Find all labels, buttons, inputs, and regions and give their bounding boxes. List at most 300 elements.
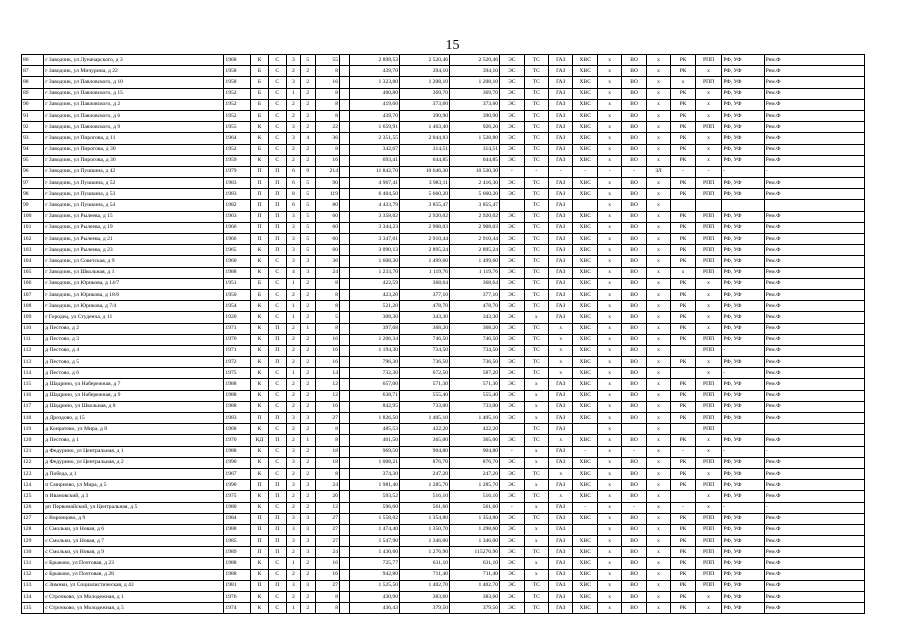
cell-heating: ТС: [524, 234, 548, 245]
cell-blank: [340, 200, 350, 211]
cell-address: с Смольки, ул Новая, д 6: [44, 524, 224, 535]
cell-address: г Заводчик, ул Юрикова, д 7/4: [44, 301, 224, 312]
cell-apartments: 60: [315, 222, 339, 233]
cell-row-number: 92: [22, 122, 44, 133]
cell-foundation-repair: РФ, УФ: [722, 312, 764, 323]
cell-sewerage: ВО: [622, 267, 646, 278]
cell-wall-material: Б: [251, 88, 269, 99]
cell-hot-water: х: [597, 99, 621, 110]
cell-residential-area: 422,20: [450, 424, 500, 435]
cell-address: п Смирново, ул Мира, д 5: [44, 480, 224, 491]
cell-heating: ТС: [524, 357, 548, 368]
cell-foundation-repair: РФ, УФ: [722, 603, 764, 614]
cell-repair-fund: Рем.Ф: [764, 189, 864, 200]
cell-entrances: 2: [286, 66, 300, 77]
cell-total-area: 1 194,30: [350, 345, 400, 356]
cell-apartments: 90: [315, 178, 339, 189]
cell-living-area: 369,70: [400, 88, 450, 99]
cell-hot-water: х: [597, 122, 621, 133]
cell-total-area: 3 344,23: [350, 222, 400, 233]
cell-blank: [340, 569, 350, 580]
cell-heating: ТС: [524, 301, 548, 312]
cell-heating: ТС: [524, 256, 548, 267]
cell-floors: 3: [301, 580, 315, 591]
cell-roof-repair: РК: [671, 99, 695, 110]
cell-blank: [340, 401, 350, 412]
cell-hot-water: х: [597, 357, 621, 368]
cell-cold-water: ХВС: [573, 547, 597, 558]
cell-living-area: 314,51: [400, 144, 450, 155]
cell-foundation-repair: РФ, УФ: [722, 513, 764, 524]
cell-series: С: [268, 502, 286, 513]
cell-address: с Брыково, ул Почтовая, д 28: [44, 569, 224, 580]
cell-foundation-repair: РФ, УФ: [722, 133, 764, 144]
cell-year-built: 1951: [224, 278, 251, 289]
cell-wall-material: К: [251, 379, 269, 390]
cell-series: П: [268, 580, 286, 591]
cell-heating: х: [524, 569, 548, 580]
cell-cold-water: ХВС: [573, 110, 597, 121]
cell-address: г Заводчик, ул Пушкина, д 54: [44, 200, 224, 211]
cell-heating: ТС: [524, 77, 548, 88]
cell-living-area: 5 660,20: [400, 189, 450, 200]
cell-sewerage: ВО: [622, 379, 646, 390]
cell-gas: х: [549, 368, 573, 379]
cell-garbage-chute: х: [646, 55, 670, 66]
cell-foundation-repair: РФ, УФ: [722, 155, 764, 166]
cell-façade-repair: х: [695, 278, 722, 289]
cell-garbage-chute: х: [646, 88, 670, 99]
cell-cold-water: ХВС: [573, 144, 597, 155]
cell-hot-water: х: [597, 55, 621, 66]
cell-apartments: 27: [315, 513, 339, 524]
cell-hot-water: х: [597, 592, 621, 603]
table-row: [22, 289, 865, 300]
cell-gas: ГАЗ: [549, 558, 573, 569]
cell-row-number: 86: [22, 55, 44, 66]
cell-living-area: 365,00: [400, 435, 450, 446]
cell-row-number: 126: [22, 502, 44, 513]
cell-repair-fund: Рем.Ф: [764, 278, 864, 289]
cell-entrances: 6: [286, 166, 300, 177]
table-row: [22, 446, 865, 457]
cell-residential-area: 1 405,10: [450, 413, 500, 424]
cell-entrances: 2: [286, 155, 300, 166]
cell-series: П: [268, 334, 286, 345]
cell-gas: ГАЗ: [549, 401, 573, 412]
cell-garbage-chute: х: [646, 334, 670, 345]
cell-garbage-chute: х: [646, 267, 670, 278]
cell-electricity: ЭС: [500, 122, 524, 133]
cell-residential-area: 733,00: [450, 401, 500, 412]
cell-gas: ГАЗ: [549, 603, 573, 614]
cell-residential-area: 1 346,00: [450, 536, 500, 547]
table-row: [22, 457, 865, 468]
cell-series: С: [268, 558, 286, 569]
cell-blank: [340, 368, 350, 379]
cell-wall-material: К: [251, 245, 269, 256]
cell-address: д Пестово, д 1: [44, 435, 224, 446]
cell-foundation-repair: РФ, УФ: [722, 66, 764, 77]
cell-sewerage: ВО: [622, 368, 646, 379]
cell-electricity: ЭС: [500, 178, 524, 189]
cell-heating: ТС: [524, 491, 548, 502]
cell-sewerage: ВО: [622, 77, 646, 88]
cell-gas: ГАЗ: [549, 222, 573, 233]
cell-cold-water: ХВС: [573, 211, 597, 222]
cell-floors: 2: [301, 401, 315, 412]
cell-series: С: [268, 424, 286, 435]
cell-electricity: ЭС: [500, 189, 524, 200]
cell-residential-area: 2 895,24: [450, 245, 500, 256]
cell-hot-water: х: [597, 222, 621, 233]
cell-residential-area: 904,80: [450, 446, 500, 457]
cell-gas: -: [549, 166, 573, 177]
cell-blank: [340, 99, 350, 110]
cell-living-area: 1 499,60: [400, 256, 450, 267]
cell-floors: 2: [301, 603, 315, 614]
cell-series: П: [268, 536, 286, 547]
cell-series: С: [268, 99, 286, 110]
cell-electricity: ЭС: [500, 66, 524, 77]
cell-living-area: 1 350,70: [400, 524, 450, 535]
cell-garbage-chute: х: [646, 603, 670, 614]
cell-series: П: [268, 234, 286, 245]
cell-cold-water: ХВС: [573, 457, 597, 468]
cell-living-area: 2 908,03: [400, 222, 450, 233]
cell-total-area: 1 430,60: [350, 547, 400, 558]
cell-roof-repair: -: [671, 446, 695, 457]
cell-year-built: 1988: [224, 390, 251, 401]
cell-row-number: 132: [22, 569, 44, 580]
cell-entrances: 2: [286, 401, 300, 412]
cell-address: г Заводчик, ул Школьная, д 1: [44, 267, 224, 278]
cell-sewerage: ВО: [622, 468, 646, 479]
cell-cold-water: ХВС: [573, 345, 597, 356]
cell-gas: х: [549, 357, 573, 368]
page-number: 15: [445, 38, 460, 53]
cell-façade-repair: х: [695, 468, 722, 479]
cell-apartments: 5: [315, 312, 339, 323]
cell-gas: ГАЗ: [549, 301, 573, 312]
cell-year-built: 1952: [224, 88, 251, 99]
cell-garbage-chute: х: [646, 222, 670, 233]
cell-floors: 2: [301, 301, 315, 312]
cell-garbage-chute: х: [646, 558, 670, 569]
cell-total-area: 430,90: [350, 592, 400, 603]
cell-foundation-repair: РФ, УФ: [722, 301, 764, 312]
cell-total-area: 969,50: [350, 446, 400, 457]
cell-total-area: 419,60: [350, 99, 400, 110]
cell-row-number: 131: [22, 558, 44, 569]
cell-living-area: 2 895,24: [400, 245, 450, 256]
cell-wall-material: К: [251, 256, 269, 267]
cell-façade-repair: х: [695, 435, 722, 446]
cell-blank: [340, 278, 350, 289]
cell-address: г Заводчик, ул Павловского, д 10: [44, 77, 224, 88]
cell-façade-repair: х: [695, 502, 722, 513]
cell-total-area: 521,20: [350, 301, 400, 312]
cell-garbage-chute: х: [646, 357, 670, 368]
cell-heating: ТС: [524, 345, 548, 356]
cell-row-number: 105: [22, 267, 44, 278]
cell-total-area: 308,30: [350, 312, 400, 323]
cell-repair-fund: Рем.Ф: [764, 99, 864, 110]
cell-façade-repair: РПП: [695, 189, 722, 200]
cell-sewerage: ВО: [622, 189, 646, 200]
cell-entrances: 3: [286, 256, 300, 267]
cell-garbage-chute: х: [646, 457, 670, 468]
cell-roof-repair: РК: [671, 592, 695, 603]
cell-year-built: 1955: [224, 122, 251, 133]
cell-blank: [340, 457, 350, 468]
cell-living-area: 1 276,90: [400, 547, 450, 558]
cell-total-area: 6 404,50: [350, 189, 400, 200]
cell-wall-material: К: [251, 603, 269, 614]
cell-gas: ГАЗ: [549, 66, 573, 77]
cell-cold-water: ХВС: [573, 256, 597, 267]
cell-gas: ГАЗ: [549, 189, 573, 200]
cell-year-built: 1959: [224, 155, 251, 166]
cell-total-area: 1 474,40: [350, 524, 400, 535]
table-row: [22, 435, 865, 446]
cell-total-area: 3 358,02: [350, 211, 400, 222]
table-row: [22, 278, 865, 289]
cell-garbage-chute: ЗЛ: [646, 166, 670, 177]
cell-address: г Заводчик, ул Рылеева, д 23: [44, 245, 224, 256]
cell-floors: 2: [301, 99, 315, 110]
cell-heating: х: [524, 390, 548, 401]
cell-cold-water: ХВС: [573, 222, 597, 233]
cell-sewerage: ВО: [622, 334, 646, 345]
cell-façade-repair: РПП: [695, 334, 722, 345]
cell-foundation-repair: [722, 424, 764, 435]
cell-total-area: 1 981,40: [350, 480, 400, 491]
cell-sewerage: ВО: [622, 301, 646, 312]
cell-roof-repair: РК: [671, 580, 695, 591]
cell-living-area: 343,30: [400, 312, 450, 323]
cell-sewerage: ВО: [622, 323, 646, 334]
cell-garbage-chute: х: [646, 301, 670, 312]
cell-electricity: ЭС: [500, 133, 524, 144]
cell-living-area: 1 119,76: [400, 267, 450, 278]
cell-gas: ГАЗ: [549, 502, 573, 513]
cell-hot-water: х: [597, 345, 621, 356]
cell-gas: ГАЗ: [549, 88, 573, 99]
cell-electricity: ЭС: [500, 468, 524, 479]
cell-foundation-repair: РФ, УФ: [722, 178, 764, 189]
cell-wall-material: П: [251, 178, 269, 189]
cell-total-area: 842,95: [350, 401, 400, 412]
cell-cold-water: ХВС: [573, 155, 597, 166]
cell-series: П: [268, 166, 286, 177]
cell-heating: ТС: [524, 245, 548, 256]
cell-gas: ГАЗ: [549, 278, 573, 289]
cell-address: г Заводчик, ул Павловского, д 15: [44, 88, 224, 99]
cell-wall-material: К: [251, 390, 269, 401]
cell-entrances: 2: [286, 502, 300, 513]
cell-blank: [340, 301, 350, 312]
cell-hot-water: х: [597, 267, 621, 278]
cell-garbage-chute: х: [646, 435, 670, 446]
cell-repair-fund: Рем.Ф: [764, 580, 864, 591]
cell-residential-area: 115276,90: [450, 547, 500, 558]
cell-repair-fund: Рем.Ф: [764, 122, 864, 133]
cell-hot-water: х: [597, 211, 621, 222]
cell-façade-repair: х: [695, 357, 722, 368]
cell-apartments: 16: [315, 401, 339, 412]
cell-foundation-repair: РФ, УФ: [722, 88, 764, 99]
cell-foundation-repair: РФ, УФ: [722, 413, 764, 424]
cell-row-number: 129: [22, 536, 44, 547]
cell-repair-fund: Рем.Ф: [764, 312, 864, 323]
table-row: [22, 413, 865, 424]
cell-gas: ГАЗ: [549, 424, 573, 435]
cell-floors: 5: [301, 234, 315, 245]
cell-repair-fund: Рем.Ф: [764, 289, 864, 300]
cell-floors: 2: [301, 457, 315, 468]
cell-entrances: 2: [286, 289, 300, 300]
cell-sewerage: ВО: [622, 289, 646, 300]
cell-year-built: 1981: [224, 580, 251, 591]
cell-entrances: 2: [286, 491, 300, 502]
cell-heating: ТС: [524, 144, 548, 155]
cell-floors: 2: [301, 446, 315, 457]
cell-garbage-chute: х: [646, 278, 670, 289]
cell-repair-fund: Рем.Ф: [764, 536, 864, 547]
cell-residential-area: 1 499,60: [450, 256, 500, 267]
cell-roof-repair: РК: [671, 155, 695, 166]
cell-roof-repair: РК: [671, 413, 695, 424]
cell-cold-water: ХВС: [573, 558, 597, 569]
cell-apartments: 8: [315, 603, 339, 614]
table-row: [22, 77, 865, 88]
cell-total-area: 1 826,50: [350, 413, 400, 424]
cell-cold-water: ХВС: [573, 468, 597, 479]
cell-hot-water: х: [597, 200, 621, 211]
cell-heating: ТС: [524, 211, 548, 222]
cell-address: с Брыково, ул Почтовая, д 23: [44, 558, 224, 569]
cell-cold-water: ХВС: [573, 267, 597, 278]
cell-façade-repair: РПП: [695, 77, 722, 88]
cell-sewerage: ВО: [622, 569, 646, 580]
cell-entrances: 1: [286, 312, 300, 323]
cell-row-number: 133: [22, 580, 44, 591]
cell-façade-repair: х: [695, 88, 722, 99]
cell-series: С: [268, 569, 286, 580]
cell-wall-material: К: [251, 491, 269, 502]
cell-façade-repair: РПП: [695, 256, 722, 267]
cell-roof-repair: РК: [671, 379, 695, 390]
cell-row-number: 113: [22, 357, 44, 368]
cell-series: С: [268, 155, 286, 166]
cell-sewerage: ВО: [622, 345, 646, 356]
cell-wall-material: К: [251, 323, 269, 334]
cell-façade-repair: х: [695, 144, 722, 155]
cell-address: рп Первомайский, ул Центральная, д 5: [44, 502, 224, 513]
cell-electricity: ЭС: [500, 99, 524, 110]
cell-blank: [340, 480, 350, 491]
cell-floors: 2: [301, 155, 315, 166]
cell-roof-repair: [671, 345, 695, 356]
cell-row-number: 112: [22, 345, 44, 356]
cell-year-built: 1976: [224, 592, 251, 603]
cell-garbage-chute: х: [646, 144, 670, 155]
cell-hot-water: х: [597, 133, 621, 144]
cell-electricity: ЭС: [500, 368, 524, 379]
cell-gas: ГАЗ: [549, 110, 573, 121]
cell-address: с Зимнки, ул Социалистическая, д 43: [44, 580, 224, 591]
cell-address: г Заводчик, ул Рылеева, д 21: [44, 234, 224, 245]
cell-heating: ТС: [524, 200, 548, 211]
cell-series: П: [268, 189, 286, 200]
cell-sewerage: ВО: [622, 88, 646, 99]
cell-electricity: ЭС: [500, 603, 524, 614]
cell-gas: ГАЗ: [549, 446, 573, 457]
cell-hot-water: х: [597, 323, 621, 334]
cell-series: С: [268, 110, 286, 121]
cell-year-built: 1971: [224, 323, 251, 334]
cell-address: г Заводчик, ул Луначарского, д 3: [44, 55, 224, 66]
cell-sewerage: ВО: [622, 245, 646, 256]
cell-total-area: 439,70: [350, 110, 400, 121]
cell-façade-repair: РПП: [695, 536, 722, 547]
cell-living-area: 672,50: [400, 368, 450, 379]
cell-residential-area: 2 416,30: [450, 178, 500, 189]
cell-entrances: 3: [286, 536, 300, 547]
cell-year-built: 1964: [224, 133, 251, 144]
table-row: [22, 133, 865, 144]
cell-repair-fund: Рем.Ф: [764, 155, 864, 166]
cell-sewerage: [622, 424, 646, 435]
cell-roof-repair: РК: [671, 603, 695, 614]
cell-blank: [340, 603, 350, 614]
cell-heating: ТС: [524, 133, 548, 144]
cell-total-area: 439,70: [350, 66, 400, 77]
cell-wall-material: П: [251, 536, 269, 547]
cell-façade-repair: [695, 200, 722, 211]
cell-gas: ГАЗ: [549, 155, 573, 166]
cell-gas: ГАЗ: [549, 99, 573, 110]
cell-sewerage: ВО: [622, 558, 646, 569]
cell-cold-water: ХВС: [573, 480, 597, 491]
cell-foundation-repair: РФ, УФ: [722, 55, 764, 66]
cell-living-area: 390,90: [400, 110, 450, 121]
cell-sewerage: ВО: [622, 66, 646, 77]
cell-hot-water: х: [597, 491, 621, 502]
cell-wall-material: К: [251, 155, 269, 166]
cell-gas: х: [549, 334, 573, 345]
cell-gas: ГАЗ: [549, 569, 573, 580]
cell-foundation-repair: РФ, УФ: [722, 457, 764, 468]
cell-floors: 2: [301, 144, 315, 155]
cell-electricity: ЭС: [500, 413, 524, 424]
cell-floors: 5: [301, 55, 315, 66]
cell-address: д Пестово, д 6: [44, 368, 224, 379]
cell-entrances: 2: [286, 357, 300, 368]
cell-electricity: ЭС: [500, 77, 524, 88]
cell-foundation-repair: РФ, УФ: [722, 144, 764, 155]
cell-living-area: 571,30: [400, 379, 450, 390]
cell-façade-repair: х: [695, 603, 722, 614]
cell-roof-repair: РК: [671, 55, 695, 66]
cell-electricity: ЭС: [500, 110, 524, 121]
cell-repair-fund: Рем.Ф: [764, 480, 864, 491]
cell-blank: [340, 323, 350, 334]
table-row: [22, 491, 865, 502]
cell-row-number: 93: [22, 133, 44, 144]
cell-foundation-repair: -: [722, 345, 764, 356]
